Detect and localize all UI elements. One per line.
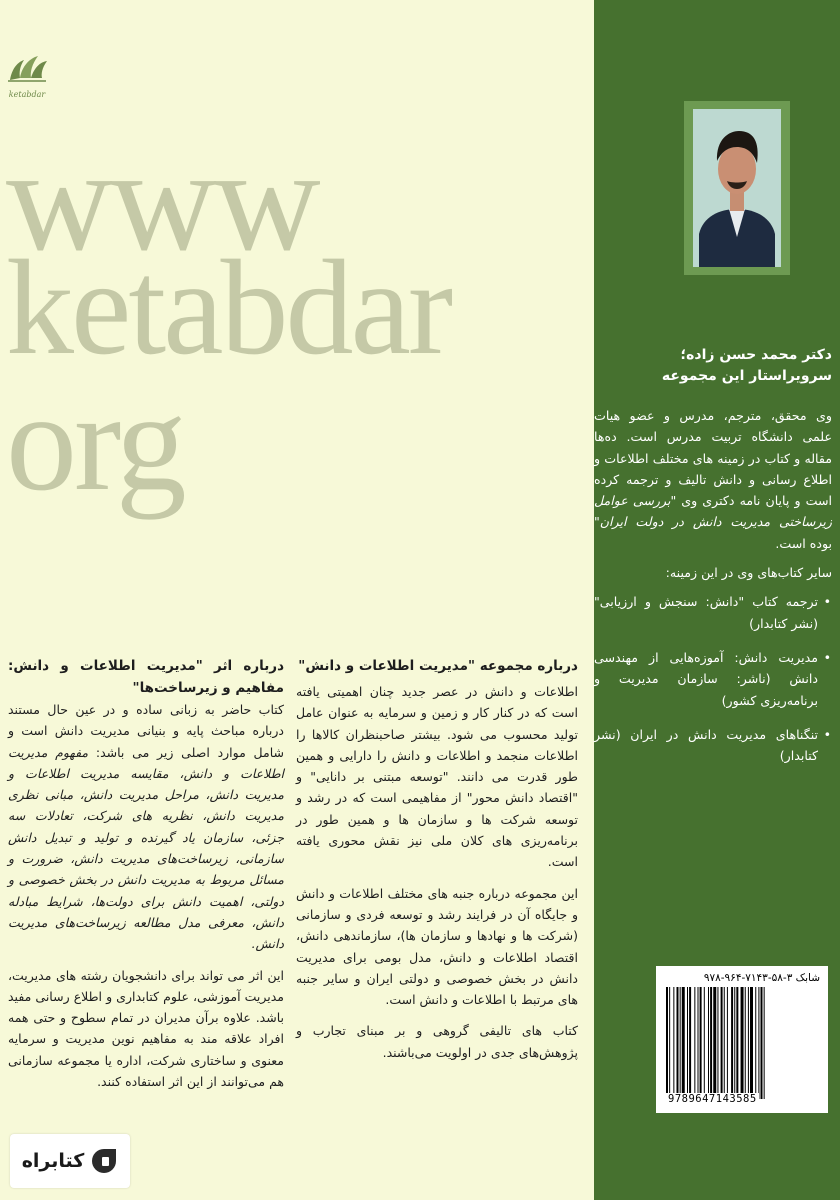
barcode-bar xyxy=(677,987,679,1099)
author-role: سرویراستار این مجموعه xyxy=(661,368,832,384)
isbn-label: شابک ۳-۵۸-۷۱۴۳-۹۶۴-۹۷۸ xyxy=(703,972,820,984)
author-name: دکتر محمد حسن زاده؛ xyxy=(680,347,832,363)
barcode-bar xyxy=(755,987,756,1099)
barcode-bar xyxy=(680,987,681,1099)
about-book-paragraph-2: این اثر می تواند برای دانشجویان رشته های مدیریت، مدیریت آموزشی، علوم کتابداری و اطلاع رسانی مفید باشد. علاوه برآن مدیران در تمام سطوح و حتی همه افراد علاقه مند به مفاهیم نوین مدیریت و سرمایه معنوی و ساختاری شرکت، اداره یا مجموعه سازمانی هم می‌توانند از این اثر استفاده کنند. xyxy=(8,967,284,1090)
about-book-topics: مفهوم مدیریت اطلاعات و دانش، مقایسه مدیریت اطلاعات و مدیریت دانش، مراحل مدیریت دانش، مبانی نظری مدیریت دانش، نظریه های شرکت، تعادلات سه جزئی، سازمان یاد گیرنده و تولید و تبدیل دانش سازمانی، زیرساخت‌های مدیریت دانش، ضرورت و مسائل مربوط به مدیریت دانش در بخش خصوصی و دولتی، اهمیت دانش برای دولت‌ها، شرایط مبادله دانش، معرفی مدل مطالعه زیرساخت‌های مدیریت دانش. xyxy=(8,744,284,952)
author-dissertation-title: بررسی عوامل زیرساختی مدیریت دانش در دولت ایران xyxy=(594,493,832,530)
barcode-bar xyxy=(713,987,716,1099)
ketabrah-logo-icon xyxy=(90,1147,118,1175)
about-series-paragraph-1: اطلاعات و دانش در عصر جدید چنان اهمیتی یافته است که در کنار کار و زمین و سرمایه به عنوان عامل تولید محسوب می شود. بیشتر صاحبنظران کالاها را اطلاعات منجمد و اطلاعات و دانش را دارایی و همین طور قدرت می دانند. "توسعه مبتنی بر دانایی" و "اقتصاد دانش محور" از مفاهیمی است که در رشد و توسعه شرکت ها و سازمان ها و همین طور در برنامه‌ریزی های کلان ملی نیز نقش محوری یافته است. xyxy=(296,684,578,870)
author-photo-frame xyxy=(684,101,790,275)
barcode xyxy=(664,987,820,1099)
barcode-bar xyxy=(724,987,725,1099)
about-series-paragraph-2: این مجموعه درباره جنبه های مختلف اطلاعات و دانش و جایگاه آن در فرایند رشد و توسعه فردی و سازمانی (شرکت ها و نهادها و سازمان ها)، سازماندهی دانش، اقتصاد اطلاعات و دانش، مدل بومی برای مدیریت دانش در بخش خصوصی و دولتی ایران و سایر جنبه های مرتبط با اطلاعات و دانش است. xyxy=(296,885,578,1008)
barcode-bar xyxy=(745,987,746,1099)
green-author-panel xyxy=(594,0,840,1200)
about-book-section xyxy=(8,655,284,1102)
barcode-bar xyxy=(669,987,670,1099)
barcode-bar xyxy=(694,987,695,1099)
barcode-bar xyxy=(734,987,735,1099)
author-name-block xyxy=(594,345,832,387)
barcode-bar xyxy=(687,987,688,1099)
publisher-logo xyxy=(4,50,50,102)
barcode-bar xyxy=(736,987,738,1099)
barcode-bar xyxy=(666,987,668,1099)
barcode-bar xyxy=(710,987,712,1099)
author-bio-part-2: " بوده است. xyxy=(594,514,832,551)
author-bio-part-1: وی محقق، مترجم، مدرس و عضو هیات علمی دانشگاه تربیت مدرس است. ده‌ها مقاله و کتاب در زمینه های مختلف اطلاعات و اطلاع رسانی و دانش تالیف و ترجمه کرده است و پایان نامه دکتری وی " xyxy=(594,408,833,509)
barcode-bar xyxy=(741,987,744,1099)
barcode-bar xyxy=(758,987,759,1099)
about-book-paragraph-1 xyxy=(8,699,284,955)
barcode-bar xyxy=(682,987,685,1099)
about-series-section xyxy=(296,655,578,1073)
logo-caption: ketabdar xyxy=(8,90,46,99)
other-book-item: • تنگناهای مدیریت دانش در ایران (نشر کتابدار) xyxy=(594,724,818,767)
about-book-intro: کتاب حاضر به زبانی ساده و در عین حال مستند درباره مباحث پایه و بنیانی مدیریت دانش است و شامل موارد اصلی زیر می باشد: xyxy=(8,702,284,760)
barcode-bar xyxy=(764,987,765,1099)
other-books-heading: سایر کتاب‌های وی در این زمینه: xyxy=(665,565,832,581)
watermark-line-2: ketabdar xyxy=(6,233,451,383)
about-series-heading: درباره مجموعه "مدیریت اطلاعات و دانش" xyxy=(298,658,578,674)
watermark-line-3: org xyxy=(6,362,184,520)
other-books-list xyxy=(594,591,832,766)
book-logo-icon xyxy=(4,50,50,90)
barcode-bar xyxy=(689,987,691,1099)
barcode-bar xyxy=(708,987,709,1099)
isbn-barcode-box xyxy=(656,966,828,1113)
barcode-bar xyxy=(704,987,705,1099)
other-book-item: • ترجمه کتاب "دانش: سنجش و ارزیابی" (نشر کتابدار) xyxy=(594,591,818,634)
barcode-bar xyxy=(700,987,702,1099)
barcode-bar xyxy=(721,987,723,1099)
barcode-bar xyxy=(727,987,728,1099)
barcode-bar xyxy=(673,987,674,1099)
watermark-line-1: www xyxy=(6,118,318,282)
about-series-paragraph-3: کتاب های تالیفی گروهی و بر مبنای تجارب و پژوهش‌های جدی در اولویت می‌باشند. xyxy=(296,1023,578,1060)
barcode-bar xyxy=(750,987,753,1099)
ketabrah-text: کتابراه xyxy=(21,1150,85,1172)
ketabrah-badge[interactable] xyxy=(10,1134,130,1188)
barcode-bar xyxy=(748,987,749,1099)
about-book-heading: درباره اثر "مدیریت اطلاعات و دانش: مفاهیم و زیرساخت‌ها" xyxy=(8,658,284,696)
barcode-bar xyxy=(761,987,763,1099)
author-info xyxy=(594,345,832,779)
author-bio xyxy=(594,405,832,554)
other-book-item: • مدیریت دانش: آموزه‌هایی از مهندسی دانش (ناشر: سازمان مدیریت و برنامه‌ریزی کشور) xyxy=(594,647,818,711)
isbn-digits: 9789647143585 xyxy=(668,1093,757,1105)
barcode-bar xyxy=(717,987,718,1099)
author-photo xyxy=(693,109,781,267)
barcode-bar xyxy=(731,987,733,1099)
barcode-bar xyxy=(698,987,699,1099)
